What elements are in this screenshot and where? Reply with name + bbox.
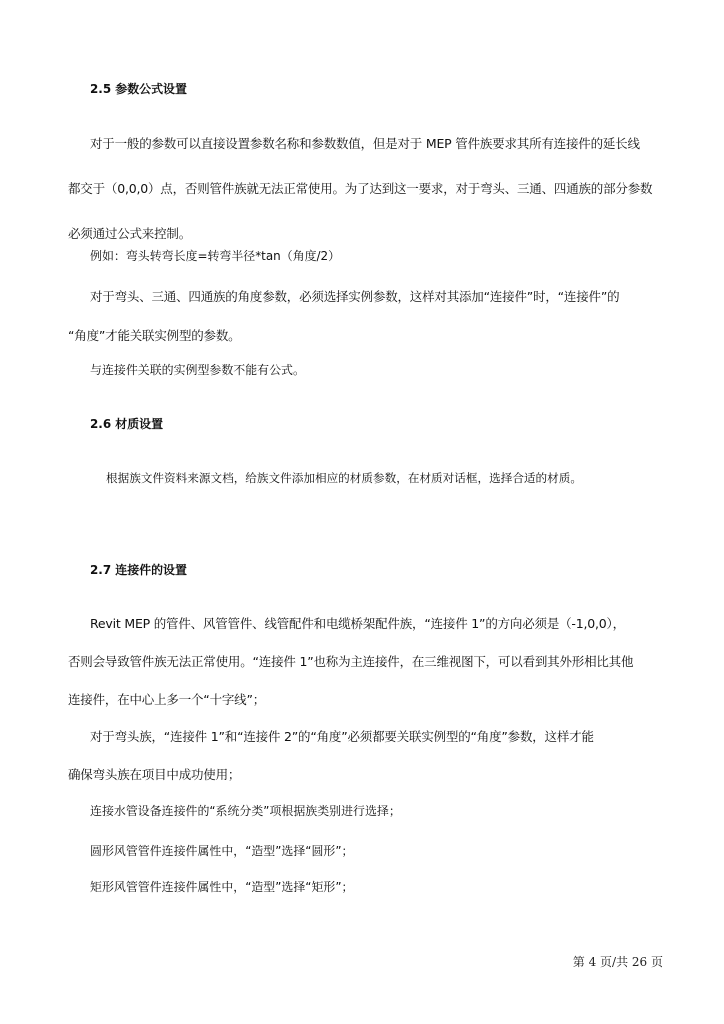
paragraph-line: 对于弯头族，“连接件 1”和“连接件 2”的“角度”必须都要关联实例型的“角度”参数，这样才能 <box>90 729 594 744</box>
paragraph-line: “角度”才能关联实例型的参数。 <box>68 328 241 343</box>
paragraph-2-7-5: 矩形风管管件连接件属性中，“造型”选择“矩形”； <box>90 880 354 894</box>
paragraph-line: 对于弯头、三通、四通族的角度参数，必须选择实例参数，这样对其添加“连接件”时，“连接件”的 <box>90 289 620 304</box>
page-number-footer: 第 4 页/共 26 页 <box>572 955 663 969</box>
paragraph-line: 确保弯头族在项目中成功使用； <box>68 767 241 782</box>
paragraph-2-7-1 <box>68 612 662 711</box>
paragraph-2-5-3: 与连接件关联的实例型参数不能有公式。 <box>90 363 305 377</box>
paragraph-2-6-1: 根据族文件资料来源文档，给族文件添加相应的材质参数，在材质对话框，选择合适的材质。 <box>106 471 582 485</box>
paragraph-line: 对于一般的参数可以直接设置参数名称和参数数值，但是对于 MEP 管件族要求其所有连接件的延长线 <box>90 136 640 151</box>
section-heading-2-5: 2.5 参数公式设置 <box>90 82 187 96</box>
paragraph-2-5-1 <box>68 132 662 245</box>
paragraph-line: 连接件，在中心上多一个“十字线”； <box>68 692 266 707</box>
paragraph-line: 必须通过公式来控制。 <box>68 226 192 241</box>
section-heading-2-7: 2.7 连接件的设置 <box>90 563 187 577</box>
paragraph-2-5-example: 例如：弯头转弯长度=转弯半径*tan（角度/2） <box>90 249 341 263</box>
paragraph-line: 否则会导致管件族无法正常使用。“连接件 1”也称为主连接件，在三维视图下，可以看到其外形相比其他 <box>68 654 634 669</box>
paragraph-line: Revit MEP 的管件、风管管件、线管配件和电缆桥架配件族，“连接件 1”的方向必须是（-1,0,0）， <box>90 616 625 631</box>
paragraph-line: 都交于（0,0,0）点，否则管件族就无法正常使用。为了达到这一要求，对于弯头、三通、四通族的部分参数 <box>68 181 653 196</box>
paragraph-2-7-4: 圆形风管管件连接件属性中，“造型”选择“圆形”； <box>90 844 354 858</box>
paragraph-2-7-3: 连接水管设备连接件的“系统分类”项根据族类别进行选择； <box>90 804 401 818</box>
paragraph-2-7-2 <box>68 725 662 786</box>
paragraph-2-5-2 <box>68 285 662 347</box>
section-heading-2-6: 2.6 材质设置 <box>90 417 164 431</box>
